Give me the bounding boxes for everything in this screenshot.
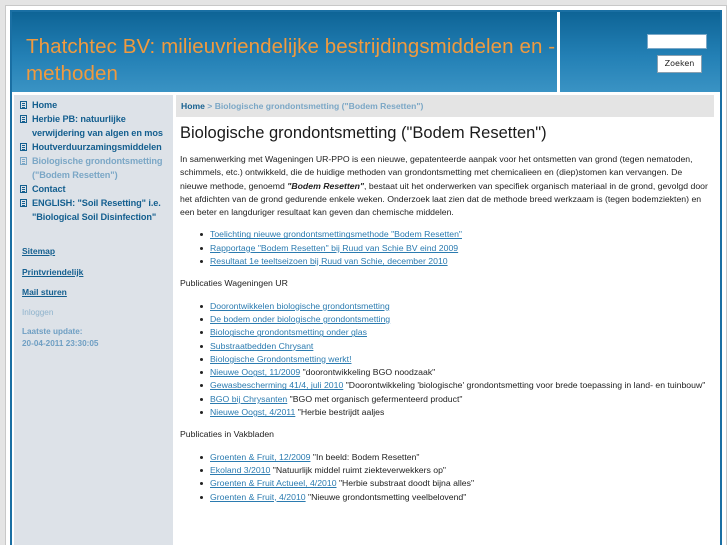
wur-publications-list [180,300,710,420]
publication-link[interactable]: Biologische grondontsmetting onder glas [210,327,367,338]
publication-link[interactable]: Nieuwe Oogst, 4/2011 [210,407,296,418]
sidebar-item-houtverduurzaming[interactable] [20,140,173,154]
intro-text: In samenwerking met Wageningen UR-PPO is een nieuwe, gepatenteerde aanpak voor het ontsmetten van grond (tegen nematoden, schimmels, etc.) ontwikkeld, die de huidige methoden van grondontsmetting met chemicalieen en (diep)stomen kan vervangen. De nieuwe methode, genoemd [180,154,693,191]
breadcrumb-current: Biologische grondontsmetting ("Bodem Resetten") [214,101,424,111]
breadcrumb [176,95,714,117]
sidebar-nav [14,95,173,224]
publication-link[interactable]: Groenten & Fruit Actueel, 4/2010 [210,478,337,489]
search-input[interactable] [647,34,707,49]
intro-paragraph [180,153,710,219]
publication-text: "In beeld: Bodem Resetten" [310,451,420,462]
page-icon [20,185,27,193]
sidebar-item-label: ENGLISH: "Soil Resetting" i.e. "Biological Soil Disinfection" [32,198,161,222]
publication-text: "Doorontwikkeling 'biologische' grondontsmetting voor brede toepassing in land- en tuinbouw" [343,380,706,391]
main-content [176,95,717,545]
publication-link[interactable]: Groenten & Fruit, 12/2009 [210,451,311,462]
list-item [203,300,710,313]
publication-text: "Herbie bestrijdt aaljes [295,407,385,418]
last-update [14,326,173,350]
sidebar-item-home[interactable] [20,98,173,112]
login-link[interactable]: Inloggen [22,307,54,317]
page-icon [20,143,27,151]
intro-emphasis: "Bodem Resetten" [287,180,365,191]
document-link[interactable]: Resultaat 1e teeltseizoen bij Ruud van Schie, december 2010 [210,256,448,267]
list-item [203,379,710,392]
publication-link[interactable]: De bodem onder biologische grondontsmetting [210,313,391,324]
list-item [203,340,710,353]
list-item [203,366,710,379]
sitemap-link[interactable]: Sitemap [22,246,56,256]
publication-link[interactable]: Nieuwe Oogst, 11/2009 [210,367,301,378]
publication-link[interactable]: BGO bij Chrysanten [210,393,288,404]
list-item [203,464,710,477]
sidebar-item-biologische-grondontsmetting[interactable] [20,154,173,182]
page-icon [20,199,27,207]
page-title: Biologische grondontsmetting ("Bodem Resetten") [180,124,547,142]
sidebar-item-herbie[interactable] [20,112,173,140]
list-item [203,326,710,339]
list-item [203,242,710,255]
publication-link[interactable]: Biologische Grondontsmetting werkt! [210,353,352,364]
list-item [203,353,710,366]
publication-text: "BGO met organisch gefermenteerd product" [287,393,463,404]
article-body [180,153,710,513]
document-link[interactable]: Rapportage "Bodem Resetten" bij Ruud van Schie BV eind 2009 [210,242,459,253]
list-item [203,406,710,419]
list-item [203,491,710,504]
publication-text: "Herbie substraat doodt bijna alles" [336,478,475,489]
search-area [563,12,720,92]
page-icon [20,115,27,123]
section-heading-vakbladen: Publicaties in Vakbladen [180,429,275,440]
site-header [12,12,720,92]
print-friendly-link[interactable]: Printvriendelijk [22,266,84,277]
sidebar-item-label: Contact [32,184,66,194]
page-icon [20,101,27,109]
sidebar-item-english[interactable] [20,196,173,224]
list-item [203,393,710,406]
breadcrumb-home[interactable]: Home [181,101,205,111]
list-item [203,255,710,268]
list-item [203,228,710,241]
list-item [203,451,710,464]
search-button[interactable]: Zoeken [657,55,702,73]
last-update-value: 20-04-2011 23:30:05 [22,338,99,348]
publication-text: "doorontwikkeling BGO noodzaak" [300,367,436,378]
sidebar-item-label: Home [32,100,58,110]
vakbladen-publications-list [180,451,710,504]
publication-link[interactable]: Gewasbescherming 41/4, juli 2010 [210,380,344,391]
publication-link[interactable]: Ekoland 3/2010 [210,464,271,475]
sidebar-item-contact[interactable] [20,182,173,196]
utility-links [14,232,173,297]
site-title: Thatchtec BV: milieuvriendelijke bestrijdingsmiddelen en -methoden [26,35,556,85]
sidebar [14,95,173,545]
publication-text: "Nieuwe grondontsmetting veelbelovend" [305,491,467,502]
publication-link[interactable]: Doorontwikkelen biologische grondontsmetting [210,300,390,311]
sidebar-item-label: Biologische grondontsmetting ("Bodem Resetten") [32,156,163,180]
page-icon [20,157,27,165]
last-update-label: Laatste update: [22,326,83,336]
publication-text: "Natuurlijk middel ruimt ziekteverwekkers op" [270,464,447,475]
list-item [203,477,710,490]
intro-text: , bestaat uit het onderwerken van specifiek organisch materiaal in de grond, gevolgd door het afdichten van de grond gedurende enkele weken. Onderzoek laat zien dat de methode breed werkzaam is (tegen bodemziekten) en een beter en langduriger resultaat kan geven dan chemische middelen. [180,180,708,218]
sidebar-item-label: Herbie PB: natuurlijke verwijdering van algen en mos [32,114,163,138]
publication-link[interactable]: Groenten & Fruit, 4/2010 [210,491,306,502]
mail-link[interactable]: Mail sturen [22,287,67,297]
documents-list [180,228,710,268]
document-link[interactable]: Toelichting nieuwe grondontsmettingsmethode "Bodem Resetten" [210,229,462,240]
publication-link[interactable]: Substraatbedden Chrysant [210,340,314,351]
title-area [12,12,560,92]
breadcrumb-separator: > [204,101,215,111]
sidebar-item-label: Houtverduurzamingsmiddelen [32,142,162,152]
list-item [203,313,710,326]
section-heading-wur: Publicaties Wageningen UR [180,278,288,289]
